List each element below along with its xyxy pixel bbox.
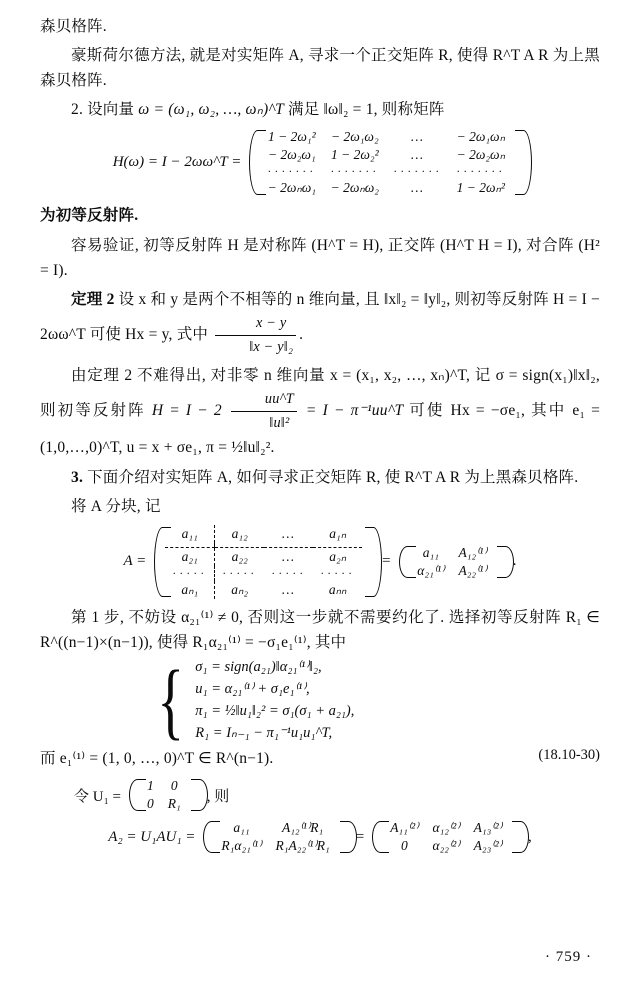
- matrix-H-cell: ·······: [267, 164, 317, 179]
- equation-U1: [40, 777, 600, 813]
- matrix-A-cell: aₙₙ: [328, 581, 347, 597]
- left-brace: {: [157, 651, 185, 748]
- system-eq: σ₁ = sign(a₂₁)‖α₂₁⁽¹⁾‖₂,: [195, 658, 322, 675]
- matrix-H-cell: …: [410, 180, 426, 196]
- matrix-U1-cell: R₁: [167, 796, 181, 812]
- equation-U1-lead: 令 U₁ =: [74, 788, 122, 805]
- H-u-fraction-num: uu^T: [231, 388, 297, 412]
- paren-left: [150, 525, 162, 599]
- paragraph-10: 而 e₁⁽¹⁾ = (1, 0, …, 0)^T ∈ R^(n−1).: [40, 749, 274, 767]
- matrix-A2-second: [368, 819, 524, 855]
- equation-A2-mid: =: [355, 828, 365, 845]
- matrix-A-cell: a₁₁: [165, 525, 214, 543]
- matrix-A2-tail: ,: [527, 828, 532, 845]
- paren-right: [515, 128, 527, 197]
- matrix-H: [245, 128, 527, 197]
- matrix-H-cell: 1 − 2ωₙ²: [456, 180, 505, 196]
- matrix-H-cell: − 2ω₂ωₙ: [456, 147, 505, 163]
- equals-sign: =: [381, 553, 392, 570]
- matrix-A-cell: aₙ₂: [231, 581, 249, 597]
- paragraph-5: 定理 2 设 x 和 y 是两个不相等的 n 维向量, 且 ‖x‖₂ = ‖y‖₂, 则初等反射阵 H = I − 2ωω^T 可使 Hx = y, 式中 $\frac{x - y}{\text{‖x − y‖₂}}$ .: [40, 287, 600, 359]
- paren-left: [395, 544, 407, 580]
- matrix-A-cell: a₁₂: [231, 525, 248, 541]
- matrix-A2b-cell: α₂₂⁽²⁾: [432, 838, 460, 854]
- equation-A-block: [40, 525, 600, 599]
- matrix-A-cell: …: [280, 525, 297, 541]
- equation-A-lead: A =: [123, 553, 147, 570]
- equation-A2: [40, 819, 600, 855]
- matrix-A-cell: aₙ₁: [165, 581, 214, 599]
- equation-H-omega: [40, 128, 600, 197]
- omega-fraction-num: x − y: [215, 312, 296, 336]
- system-eq: u₁ = α₂₁⁽¹⁾ + σ₁e₁⁽¹⁾,: [195, 680, 310, 697]
- matrix-A2-cell: a₁₁: [233, 820, 250, 836]
- matrix-U1-cell: 0: [147, 796, 154, 812]
- omega-fraction-den: ‖x − y‖₂: [249, 338, 294, 355]
- paren-right: [340, 819, 352, 855]
- paren-right: [365, 525, 377, 599]
- equation-tag: (18.10-30): [538, 746, 600, 763]
- equation-H-u-lead: H = I − 2: [151, 402, 222, 420]
- paren-right: [497, 544, 509, 580]
- matrix-A2b-cell: A₁₃⁽²⁾: [473, 820, 502, 836]
- paragraph-4: 容易验证, 初等反射阵 H 是对称阵 (H^T = H), 正交阵 (H^T H = I), 对合阵 (H² = I).: [40, 236, 600, 279]
- paragraph-7-text: 下面介绍对实矩阵 A, 如何寻求正交矩阵 R, 使 R^T A R 为上黑森贝格阵.: [87, 468, 579, 486]
- paren-left: [125, 777, 137, 813]
- matrix-A-cell: a₂₁: [165, 547, 214, 566]
- matrix-U1: [125, 777, 203, 813]
- matrix-A2-cell: R₁A₂₂⁽¹⁾R₁: [275, 838, 330, 854]
- matrix-H-cell: ·······: [456, 164, 506, 179]
- matrix-A-cell: ·····: [320, 565, 356, 580]
- system-eq: R₁ = Iₙ₋₁ − π₁⁻¹u₁u₁^T,: [195, 724, 333, 741]
- matrix-A-block-cell: a₁₁: [422, 544, 439, 560]
- matrix-A2-cell: A₁₂⁽¹⁾R₁: [281, 820, 324, 836]
- matrix-A2b-cell: A₁₁⁽²⁾: [390, 820, 419, 836]
- paren-left: [368, 819, 380, 855]
- section-label: 3.: [71, 468, 84, 486]
- matrix-H-cell: …: [410, 147, 426, 163]
- paren-right: [512, 819, 524, 855]
- matrix-A-cell: a₂₂: [231, 548, 248, 564]
- paren-right: [191, 777, 203, 813]
- equation-A2-lead: A₂ = U₁AU₁ =: [108, 828, 196, 845]
- matrix-H-cell: − 2ω₁ω₂: [330, 129, 379, 145]
- paragraph-1: 豪斯荷尔德方法, 就是对实矩阵 A, 寻求一个正交矩阵 R, 使得 R^T A R 为上黑森贝格阵.: [40, 47, 600, 90]
- paragraph-6: [40, 363, 600, 460]
- matrix-H-cell: …: [410, 129, 426, 145]
- matrix-A-partitioned: [395, 544, 508, 580]
- matrix-A2-cell: R₁α₂₁⁽¹⁾: [221, 838, 262, 854]
- paragraph-2-vector: ω = (ω₁, ω₂, …, ωₙ)^T: [138, 101, 284, 119]
- matrix-A2-first: [199, 819, 351, 855]
- matrix-A-cell: a₁ₙ: [329, 525, 347, 541]
- paragraph-8: 将 A 分块, 记: [71, 497, 161, 515]
- matrix-A2b-cell: 0: [400, 838, 408, 854]
- matrix-A-cell: ·····: [165, 566, 214, 581]
- page-content: [40, 14, 600, 861]
- H-u-fraction: [231, 388, 297, 435]
- matrix-H-cell: − 2ω₁ωₙ: [456, 129, 505, 145]
- matrix-H-cell: 1 − 2ω₂²: [330, 147, 379, 163]
- matrix-A-block-cell: A₂₂⁽¹⁾: [458, 562, 487, 578]
- paragraph-0: 森贝格阵.: [40, 18, 107, 35]
- H-u-fraction-den: ‖u‖²: [269, 415, 290, 432]
- paragraph-3: 为初等反射阵.: [40, 207, 139, 225]
- matrix-A-cell: …: [280, 581, 297, 597]
- matrix-H-cell: − 2ωₙω₂: [330, 180, 379, 196]
- matrix-H-cell: − 2ω₂ω₁: [267, 147, 316, 163]
- matrix-A-cell: ·····: [271, 565, 307, 580]
- theorem-body: 设 x 和 y 是两个不相等的 n 维向量, 且 ‖x‖₂ = ‖y‖₂, 则初等反射阵 H = I − 2ωω^T 可使 Hx = y, 式中: [40, 290, 600, 344]
- omega-fraction: [215, 312, 296, 359]
- matrix-A-block-cell: α₂₁⁽¹⁾: [417, 562, 445, 578]
- paragraph-9: 第 1 步, 不妨设 α₂₁⁽¹⁾ ≠ 0, 否则这一步就不需要约化了. 选择初等反射阵 R₁ ∈ R^((n−1)×(n−1)), 使得 R₁α₂₁⁽¹⁾ = −σ₁e₁⁽¹⁾, 其中: [40, 608, 600, 651]
- paren-left: [199, 819, 211, 855]
- matrix-A-cell: …: [280, 548, 297, 564]
- paragraph-6-text: 由定理 2 不难得出, 对非零 n 维向量 x = (x₁, x₂, …, xₙ)^T, 记 σ = sign(x₁)‖x‖₂, 则初等反射阵: [40, 367, 600, 420]
- matrix-H-cell: − 2ωₙω₁: [267, 180, 316, 196]
- paragraph-2-lead: 2. 设向量: [71, 101, 135, 119]
- equation-H-u-tail: = I − π⁻¹uu^T: [305, 402, 404, 420]
- matrix-A-cell: ·····: [222, 565, 258, 580]
- matrix-A: [150, 525, 377, 599]
- matrix-A-block-tail: .: [512, 553, 517, 570]
- paragraph-7: [40, 465, 600, 490]
- matrix-A2b-cell: A₂₃⁽²⁾: [473, 838, 502, 854]
- equation-U1-tail: , 则: [206, 788, 230, 805]
- paragraph-2: [40, 97, 600, 122]
- matrix-H-cell: ·······: [330, 164, 380, 179]
- matrix-A-cell: a₂ₙ: [329, 548, 347, 564]
- equation-H-omega-lead: H(ω) = I − 2ωω^T =: [112, 154, 242, 171]
- matrix-A2b-cell: α₁₂⁽²⁾: [432, 820, 460, 836]
- paragraph-2-mid: 满足 ‖ω‖₂ = 1, 则称矩阵: [288, 101, 445, 119]
- matrix-A-block-cell: A₁₂⁽¹⁾: [458, 544, 487, 560]
- paragraph-6-tail: 可使 Hx = −σe₁, 其中 e₁ = (1,0,…,0)^T, u = x + σe₁, π = ½‖u‖₂².: [40, 402, 601, 457]
- page-number: · 759 ·: [545, 949, 592, 965]
- matrix-H-cell: 1 − 2ω₁²: [268, 129, 316, 145]
- system-eq: π₁ = ½‖u₁‖₂² = σ₁(σ₁ + a₂₁),: [195, 702, 355, 719]
- matrix-U1-cell: 1: [147, 778, 154, 794]
- paren-left: [245, 128, 257, 197]
- matrix-H-cell: ·······: [393, 164, 443, 179]
- theorem-label: 定理 2: [71, 290, 115, 308]
- matrix-U1-cell: 0: [170, 778, 178, 794]
